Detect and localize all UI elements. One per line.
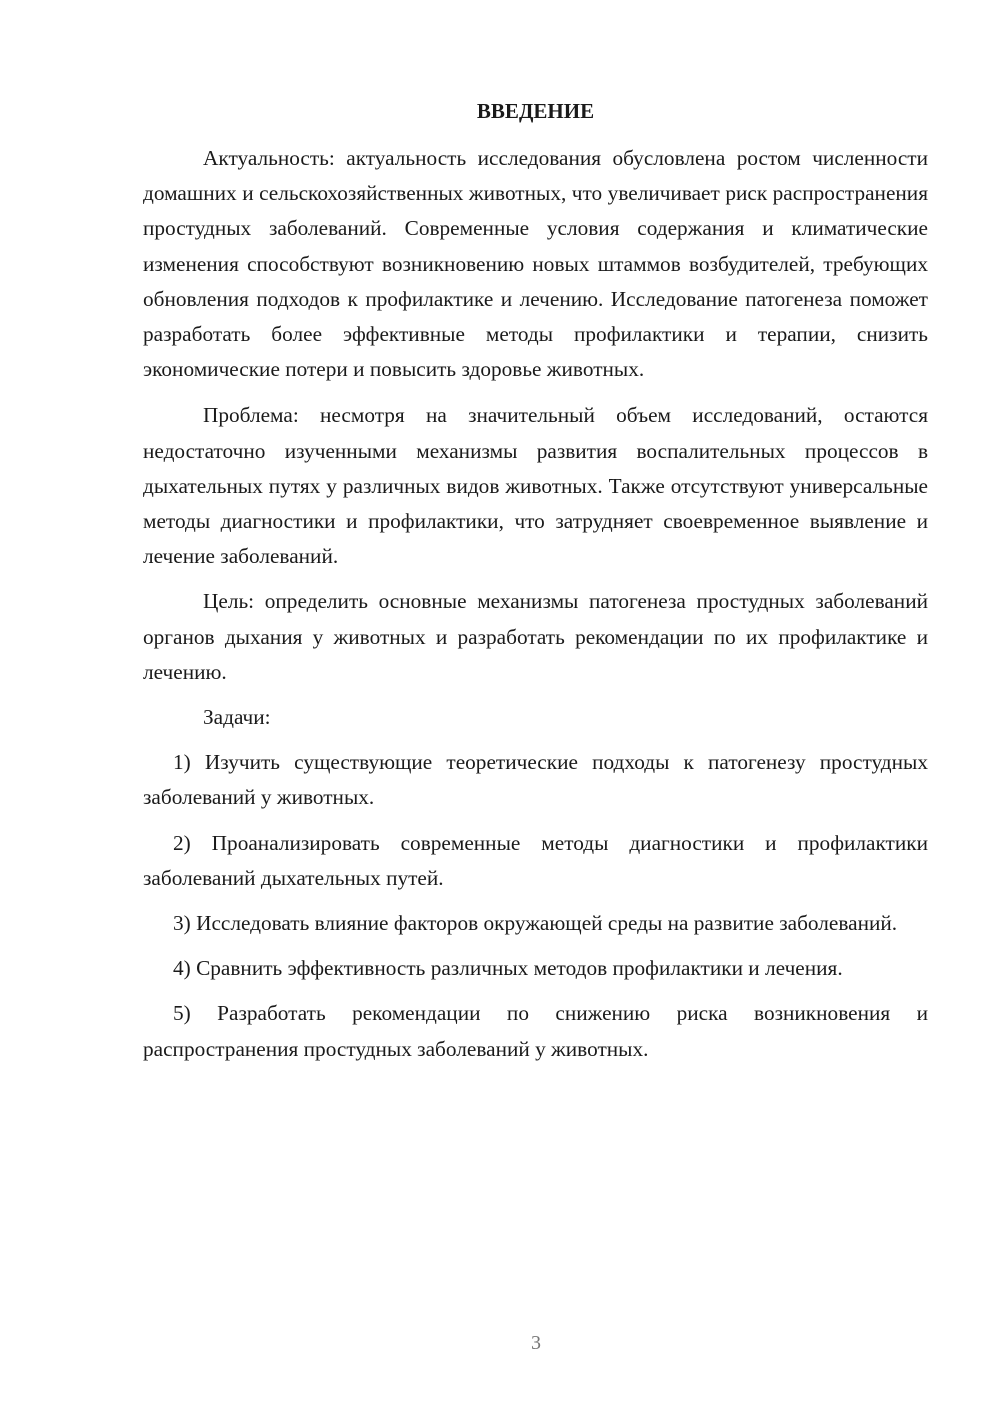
task-item: 1) Изучить существующие теоретические подходы к патогенезу простудных заболеваний у животных. (143, 750, 928, 810)
task-item: 4) Сравнить эффективность различных методов профилактики и лечения. (173, 956, 843, 981)
problem-paragraph: Проблема: несмотря на значительный объем исследований, остаются недостаточно изученными механизмы развития воспалительных процессов в дыхательных путях у различных видов животных. Также отсутствуют универсальные методы диагностики и профилактики, что затрудняет своевременное выявление и лечение заболеваний. (143, 403, 928, 569)
page-number: 3 (531, 1332, 541, 1354)
task-item: 3) Исследовать влияние факторов окружающей среды на развитие заболеваний. (173, 911, 898, 936)
task-item: 2) Проанализировать современные методы диагностики и профилактики заболеваний дыхательных путей. (143, 830, 928, 890)
page-title: ВВЕДЕНИЕ (476, 99, 595, 123)
goal-paragraph: Цель: определить основные механизмы патогенеза простудных заболеваний органов дыхания у животных и разработать рекомендации по их профилактике и лечению. (143, 589, 928, 684)
document-page (143, 94, 928, 1067)
task-item: 5) Разработать рекомендации по снижению риска возникновения и распространения простудных заболеваний у животных. (143, 1001, 928, 1061)
relevance-paragraph: Актуальность: актуальность исследования обусловлена ростом численности домашних и сельскохозяйственных животных, что увеличивает риск распространения простудных заболеваний. Современные условия содержания и климатические изменения способствуют возникновению новых штаммов возбудителей, требующих обновления подходов к профилактике и лечению. Исследование патогенеза поможет разработать более эффективные методы профилактики и терапии, снизить экономические потери и повысить здоровье животных. (143, 146, 928, 382)
tasks-heading: Задачи: (203, 705, 271, 730)
